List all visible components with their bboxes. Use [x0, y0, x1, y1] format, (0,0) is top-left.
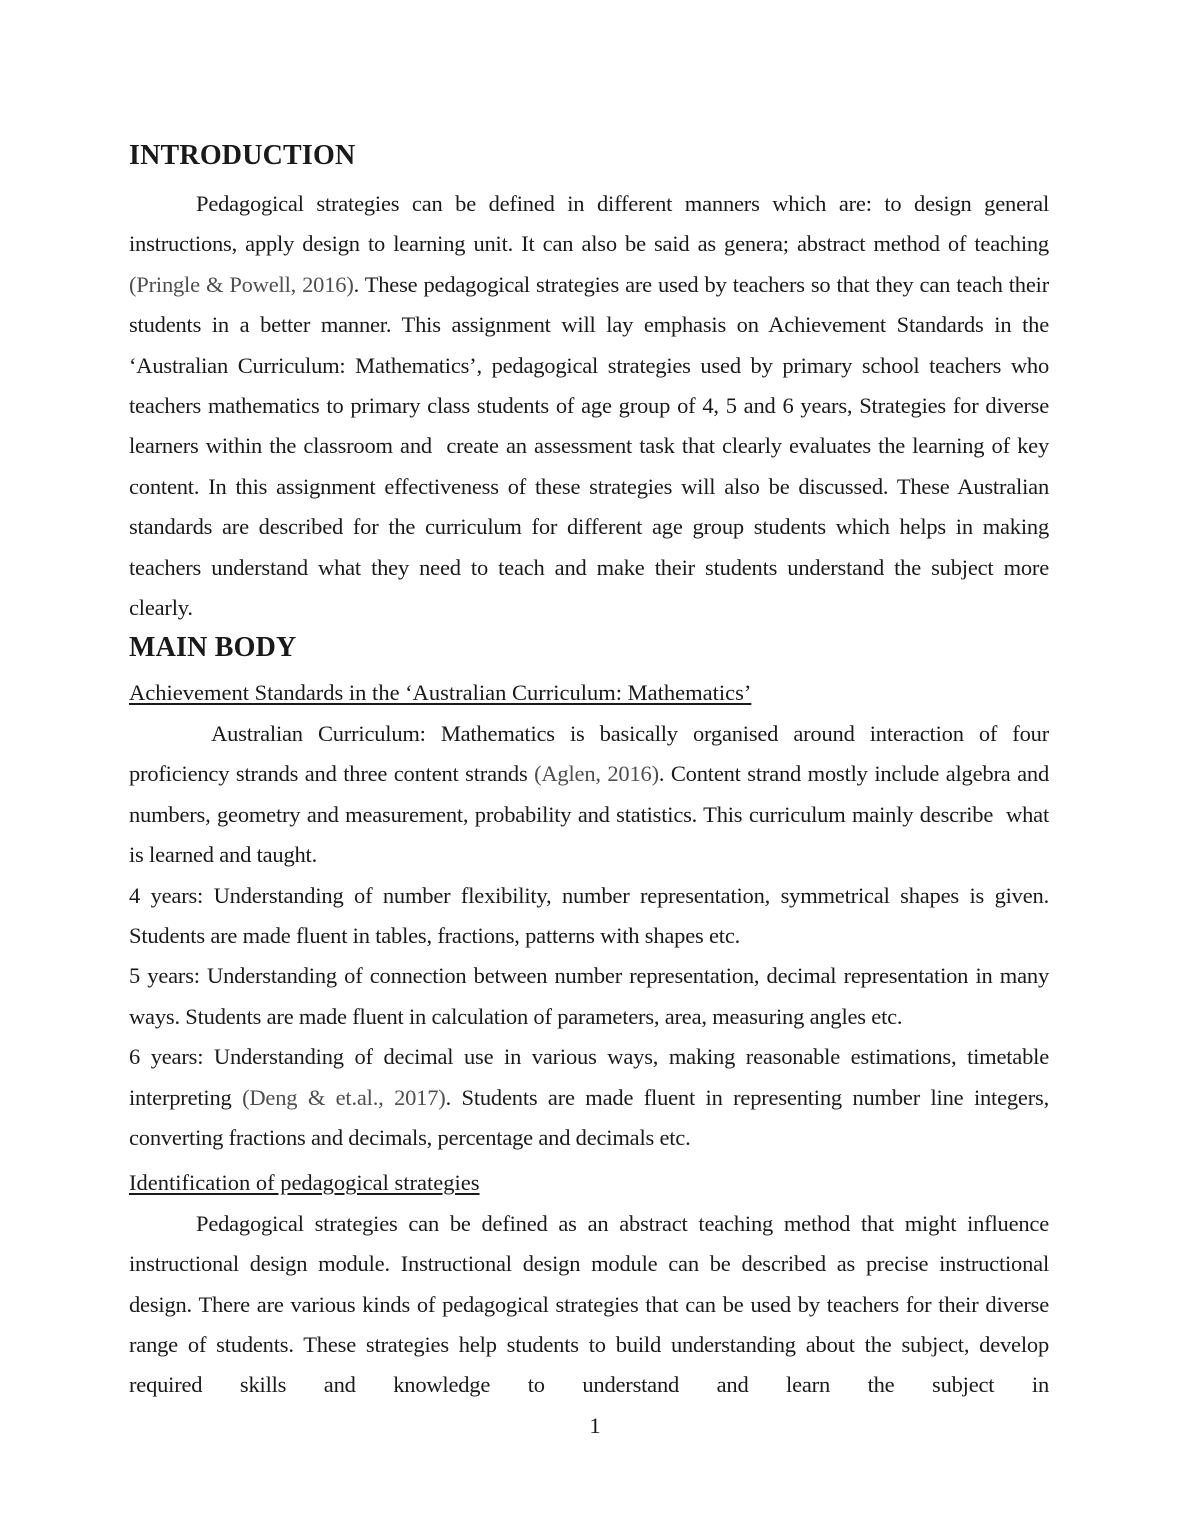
- paragraph: [129, 876, 1049, 957]
- text-run: . Students are made fluent in representing number line integers, converting fractions and decimals, percentage and decimals etc.: [129, 1084, 1049, 1150]
- subsection-heading: Identification of pedagogical strategies: [129, 1170, 480, 1196]
- text-run: 5 years: Understanding of connection between number representation, decimal representation in many ways. Students are made fluent in calculation of parameters, area, measuring angles etc.: [129, 963, 1049, 1029]
- text-run: 6 years: Understanding of decimal use in various ways, making reasonable estimations, timetable interpreting: [129, 1044, 1049, 1110]
- paragraph: [129, 184, 1049, 628]
- page-number: 1: [589, 1413, 601, 1438]
- citation: (Deng & et.al., 2017): [242, 1084, 446, 1110]
- text-run: . Content strand mostly include algebra and numbers, geometry and measurement, probability and statistics. This curriculum mainly describe what is learned and taught.: [129, 761, 1049, 868]
- section-heading: MAIN BODY: [129, 632, 297, 664]
- text-run: . These pedagogical strategies are used by teachers so that they can teach their students in a better manner. This assignment will lay emphasis on Achievement Standards in the ‘Australian Curriculum: Mathematics’, pedagogical strategies used by primary school teachers who teachers mathematics to primary class students of age group of 4, 5 and 6 years, Strategies for diverse learners within the classroom and create an assessment task that clearly evaluates the learning of key content. In this assignment effectiveness of these strategies will also be discussed. These Australian standards are described for the curriculum for different age group students which helps in making teachers understand what they need to teach and make their students understand the subject more clearly.: [129, 271, 1049, 621]
- text-run: 4 years: Understanding of number flexibility, number representation, symmetrical shapes is given. Students are made fluent in tables, fractions, patterns with shapes etc.: [129, 882, 1049, 948]
- citation: (Aglen, 2016): [534, 761, 659, 787]
- text-run: Pedagogical strategies can be defined in different manners which are: to design general instructions, apply design to learning unit. It can also be said as genera; abstract method of teaching: [129, 191, 1049, 257]
- paragraph: [129, 1037, 1049, 1158]
- paragraph: [129, 714, 1049, 876]
- paragraph: [129, 1204, 1049, 1406]
- document-content: [129, 136, 1049, 1406]
- text-run: Australian Curriculum: Mathematics is basically organised around interaction of four proficiency strands and three content strands: [129, 720, 1049, 787]
- paragraph: [129, 956, 1049, 1037]
- section-heading: INTRODUCTION: [129, 140, 356, 171]
- subsection-heading: Achievement Standards in the ‘Australian Curriculum: Mathematics’: [129, 680, 752, 706]
- citation: (Pringle & Powell, 2016): [129, 271, 354, 297]
- text-run: Pedagogical strategies can be defined as an abstract teaching method that might influence instructional design module. Instructional design module can be described as precise instructional design. There are various kinds of pedagogical strategies that can be used by teachers for their diverse range of students. These strategies help students to build understanding about the subject, develop required skills and knowledge to understand and learn the subject in: [129, 1210, 1049, 1398]
